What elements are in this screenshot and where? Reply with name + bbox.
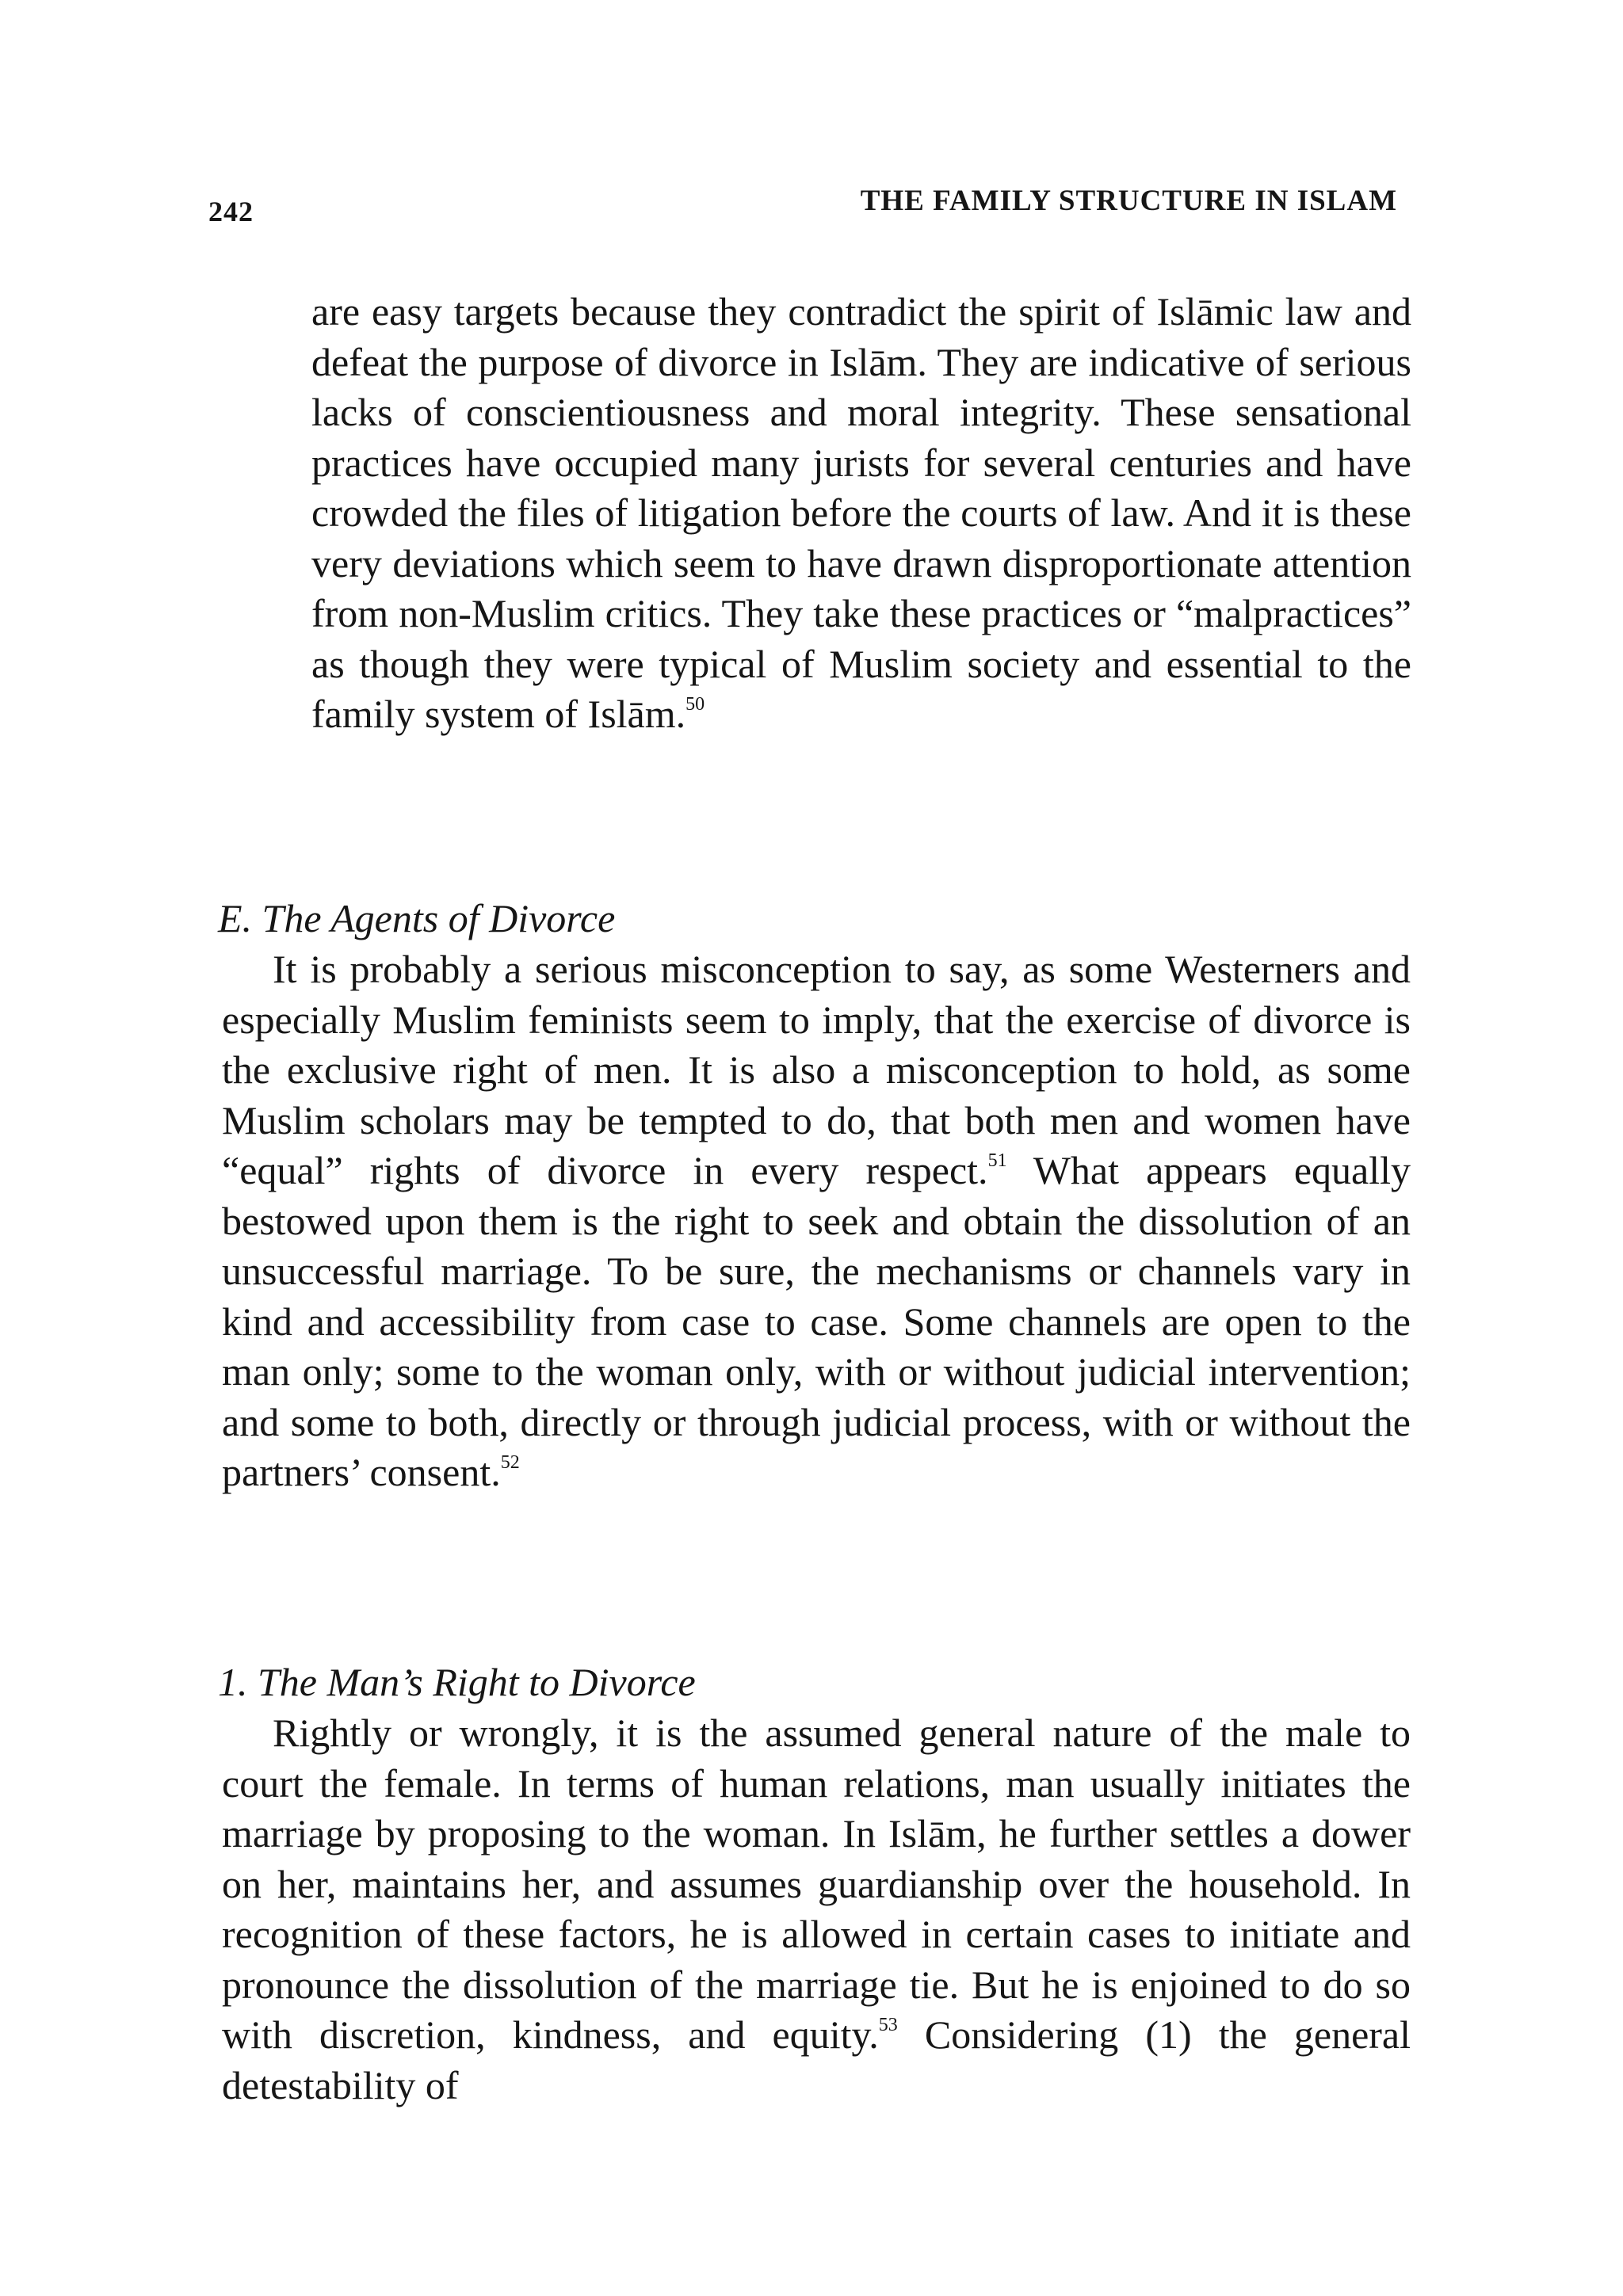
paragraph-agents-of-divorce bbox=[222, 944, 1411, 1498]
page-number: 242 bbox=[208, 196, 254, 227]
paragraph-text: Considering (1) the general detestability of bbox=[222, 2012, 1411, 2107]
continued-paragraph bbox=[311, 287, 1411, 740]
section-heading-mans-right: 1. The Man’s Right to Divorce bbox=[218, 1660, 696, 1704]
paragraph-text: What appears equally bestowed upon them is the right to seek and obtain the dissolution of an unsuccessful marriage. To be sure, the mechanisms or channels vary in kind and accessibility from case to case. Some channels are open to the man only; some to the woman only, with or without judicial intervention; and some to both, directly or through judicial process, with or without the partners’ consent. bbox=[222, 1148, 1411, 1494]
paragraph-mans-right bbox=[222, 1708, 1411, 2111]
paragraph-text: It is probably a serious misconception to say, as some Westerners and especially Muslim feminists seem to imply, that the exercise of divorce is the exclusive right of men. It is also a misconception to hold, as some Muslim scholars may be tempted to do, that both men and women have “equal” rights of divorce in every respect. bbox=[222, 947, 1411, 1192]
paragraph-text: are easy targets because they contradict the spirit of Islāmic law and defeat the purpose of divorce in Islām. They are indicative of serious lacks of conscientiousness and moral integrity. These sensational practices have occupied many jurists for several centuries and have crowded the files of litigation before the courts of law. And it is these very deviations which seem to have drawn disproportionate attention from non-Muslim critics. They take these practices or “malpractices” as though they were typical of Muslim society and essential to the family system of Islām. bbox=[311, 289, 1411, 736]
footnote-ref: 50 bbox=[685, 694, 705, 715]
section-heading-agents-of-divorce: E. The Agents of Divorce bbox=[218, 896, 616, 940]
footnote-ref: 51 bbox=[987, 1150, 1007, 1171]
running-header bbox=[208, 184, 1397, 231]
running-title: THE FAMILY STRUCTURE IN ISLAM bbox=[860, 185, 1397, 217]
footnote-ref: 53 bbox=[878, 2015, 898, 2035]
footnote-ref: 52 bbox=[500, 1452, 520, 1473]
paragraph-text: Rightly or wrongly, it is the assumed general nature of the male to court the female. In terms of human relations, man usually initiates the marriage by proposing to the woman. In Islām, he further settles a dower on her, maintains her, and assumes guardianship over the household. In recognition of these factors, he is allowed in certain cases to initiate and pronounce the dissolution of the marriage tie. But he is enjoined to do so with discretion, kindness, and equity. bbox=[222, 1711, 1411, 2057]
